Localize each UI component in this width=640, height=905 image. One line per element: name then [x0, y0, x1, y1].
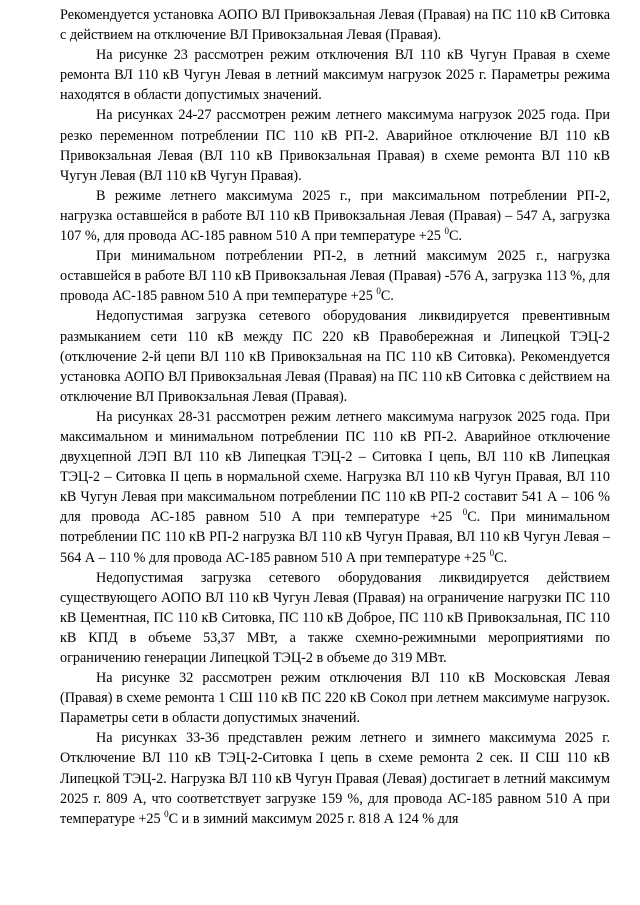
superscript-degree: 0 [489, 547, 495, 558]
paragraph-text: С. [380, 288, 394, 305]
paragraph-text: Недопустимая загрузка сетевого оборудования ликвидируется действием существующего АОПО ВЛ 110 кВ Чугун Левая (Правая) на ограничение нагрузки ПС 110 кВ Цементная, ПС 110 кВ Ситовка, ПС 110 кВ Доброе, ПС 110 кВ Привокзальная, ПС 110 кВ КПД в объеме 53,37 МВт, а также схемно-режимными мероприятиями по ограничению генерации Липецкой ТЭЦ-2 в объеме до 319 МВт. [60, 569, 610, 666]
paragraph-6 [60, 306, 610, 406]
paragraph-text: С. При минимальном потреблении ПС 110 кВ РП-2 нагрузка ВЛ 110 кВ Чугун Правая, ВЛ 110 кВ Чугун Левая – 564 А – 110 % для провода АС-185 равном 510 А при температуре +25 [60, 509, 610, 566]
superscript-degree: 0 [462, 507, 468, 518]
superscript-degree: 0 [376, 286, 381, 297]
paragraph-text: На рисунке 32 рассмотрен режим отключения ВЛ 110 кВ Московская Левая (Правая) в схеме ремонта 1 СШ 110 кВ ПС 220 кВ Сокол при летнем максимуме нагрузок. Параметры сети в области допустимых значений. [60, 670, 610, 727]
paragraph-text: На рисунках 28-31 рассмотрен режим летнего максимума нагрузок 2025 года. При максимальном и минимальном потреблении ПС 110 кВ РП-2. Аварийное отключение двухцепной ЛЭП ВЛ 110 кВ Липецкая ТЭЦ-2 – Ситовка I цепь, ВЛ 110 кВ Липецкая ТЭЦ-2 – Ситовка II цепь в нормальной схеме. Нагрузка ВЛ 110 кВ Чугун Правая, ВЛ 110 кВ Чугун Левая при максимальном потреблении ПС 110 кВ РП-2 составит 541 А – 106 % для провода АС-185 равном 510 А при температуре +25 [60, 408, 610, 526]
paragraph-text: На рисунках 24-27 рассмотрен режим летнего максимума нагрузок 2025 года. При резко переменном потреблении ПС 110 кВ РП-2. Аварийное отключение ВЛ 110 кВ Привокзальная Левая (ВЛ 110 кВ Привокзальная Правая) в схеме ремонта ВЛ 110 кВ Чугун Левая (ВЛ 110 кВ Чугун Правая). [60, 107, 610, 184]
paragraph-3 [60, 105, 610, 185]
document-page [60, 5, 610, 829]
paragraph-text: С. [494, 549, 508, 566]
paragraph-1 [60, 5, 610, 45]
paragraph-text: В режиме летнего максимума 2025 г., при максимальном потреблении РП-2, нагрузка оставшейся в работе ВЛ 110 кВ Привокзальная Левая (Правая) – 547 А, загрузка 107 %, для провода АС-185 равном 510 А при температуре +25 [60, 187, 610, 245]
paragraph-9 [60, 668, 610, 728]
superscript-degree: 0 [164, 808, 169, 819]
paragraph-text: На рисунке 23 рассмотрен режим отключения ВЛ 110 кВ Чугун Правая в схеме ремонта ВЛ 110 кВ Чугун Левая в летний максимум нагрузок 2025 г. Параметры режима находятся в области допустимых значений. [60, 47, 610, 104]
paragraph-4 [60, 186, 610, 246]
paragraph-text: С. [448, 228, 462, 245]
paragraph-10 [60, 728, 610, 828]
superscript-degree: 0 [444, 226, 449, 237]
paragraph-text: Недопустимая загрузка сетевого оборудования ликвидируется превентивным размыканием сети 110 кВ между ПС 220 кВ Правобережная и Липецкой ТЭЦ-2 (отключение 2-й цепи ВЛ 110 кВ Привокзальная на ПС 110 кВ Ситовка). Рекомендуется установка АОПО ВЛ Привокзальная Левая (Правая) на ПС 110 кВ Ситовка с действием на отключение ВЛ Привокзальная Левая (Правая). [60, 308, 610, 405]
paragraph-text: При минимальном потреблении РП-2, в летний максимум 2025 г., нагрузка оставшейся в работе ВЛ 110 кВ Привокзальная Левая (Правая) -576 А, загрузка 113 %, для провода АС-185 равном 510 А при температуре +25 [60, 248, 610, 305]
paragraph-text: С и в зимний максимум 2025 г. 818 А 124 % для [168, 810, 459, 827]
paragraph-text: На рисунках 33-36 представлен режим летнего и зимнего максимума 2025 г. Отключение ВЛ 110 кВ ТЭЦ-2-Ситовка I цепь в схеме ремонта 2 сек. II СШ 110 кВ Липецкой ТЭЦ-2. Нагрузка ВЛ 110 кВ Чугун Правая (Левая) достигает в летний максимум 2025 г. 809 А, что соответствует загрузке 159 %, для провода АС-185 равном 510 А при температуре +25 [60, 730, 610, 827]
paragraph-2 [60, 45, 610, 105]
paragraph-text: Рекомендуется установка АОПО ВЛ Привокзальная Левая (Правая) на ПС 110 кВ Ситовка с действием на отключение ВЛ Привокзальная Левая (Правая). [60, 7, 610, 44]
paragraph-8 [60, 568, 610, 668]
paragraph-7 [60, 407, 610, 568]
paragraph-5 [60, 246, 610, 306]
